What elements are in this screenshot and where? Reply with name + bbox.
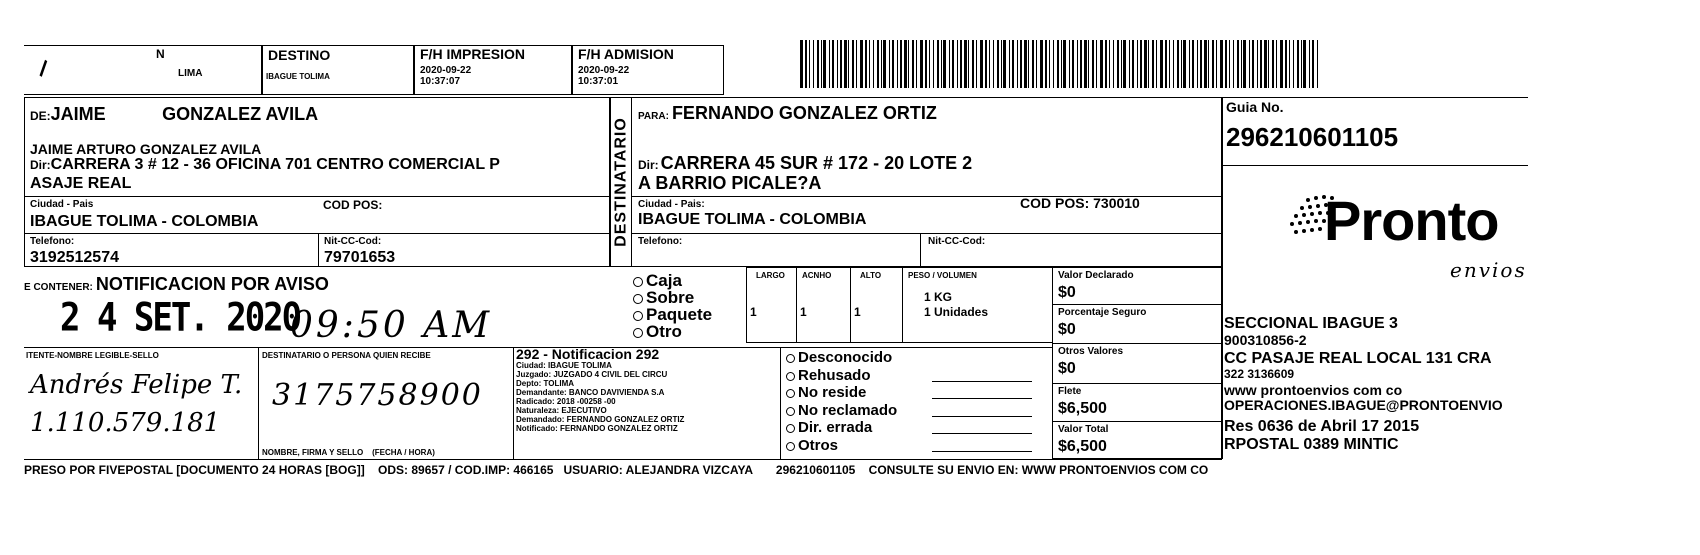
radio-icon[interactable] [633, 277, 643, 287]
barcode-bar [1177, 40, 1179, 88]
barcode-bar [1053, 40, 1054, 88]
barcode-bar [1132, 40, 1134, 88]
return-reason-blank [932, 381, 1032, 382]
total-value: $6,500 [1058, 438, 1107, 455]
barcode-bar [1113, 40, 1114, 88]
barcode-bar [1181, 40, 1182, 88]
destinatario-sign-label: DESTINATARIO O PERSONA QUIEN RECIBE [262, 351, 431, 360]
barcode-bar [844, 40, 847, 88]
de-name-b: GONZALEZ AVILA [162, 104, 319, 124]
barcode-bar [1129, 40, 1130, 88]
barcode-bar [1280, 40, 1283, 88]
barcode-bar [892, 40, 894, 88]
barcode-bar [1200, 40, 1202, 88]
barcode-bar [1192, 40, 1194, 88]
barcode-bar [943, 40, 946, 88]
barcode-bar [1272, 40, 1274, 88]
barcode-bar [1080, 40, 1082, 88]
barcode-bar [873, 40, 874, 88]
barcode-bar [1252, 40, 1254, 88]
barcode-bar [1061, 40, 1062, 88]
barcode-bar [1212, 40, 1214, 88]
barcode-bar [852, 40, 854, 88]
barcode-bar [856, 40, 857, 88]
barcode-bar [1197, 40, 1198, 88]
barcode-bar [1121, 40, 1122, 88]
brand-name [1324, 188, 1498, 253]
radio-icon[interactable] [633, 328, 643, 338]
radio-icon[interactable] [786, 407, 795, 416]
largo-value: 1 [750, 305, 757, 319]
package-type-label: Caja [646, 271, 682, 290]
sender-ciudad-value: IBAGUE TOLIMA - COLOMBIA [30, 213, 259, 230]
contents-value: NOTIFICACION POR AVISO [95, 274, 329, 294]
sender-address-1: CARRERA 3 # 12 - 36 OFICINA 701 CENTRO COMERCIAL P [50, 156, 500, 173]
office-line5: www prontoenvios com co [1224, 382, 1403, 398]
recipient-side-label: DESTINATARIO [612, 117, 630, 247]
barcode-bar [980, 40, 983, 88]
barcode-bar [1003, 40, 1006, 88]
barcode-bar [1024, 40, 1027, 88]
sender-divider-2 [24, 233, 610, 234]
return-reason-label: Desconocido [798, 349, 893, 366]
barcode-bar [949, 40, 950, 88]
barcode-bar [920, 40, 923, 88]
origin-cell [24, 45, 262, 95]
brand-logo [1280, 188, 1530, 288]
barcode-bar [1077, 40, 1078, 88]
destinatario-hand: 3175758900 [272, 378, 483, 413]
origin-mark: \ [34, 56, 53, 81]
barcode-bar [869, 40, 870, 88]
barcode-bar [1241, 40, 1242, 88]
notification-demandante: Demandante: BANCO DAVIVIENDA S.A [516, 388, 665, 397]
barcode-bar [809, 40, 810, 88]
return-reason-option[interactable] [786, 367, 871, 384]
barcode-bar [908, 40, 909, 88]
barcode-bar [865, 40, 867, 88]
barcode-bar [1137, 40, 1138, 88]
seguro-label: Porcentaje Seguro [1058, 307, 1147, 318]
barcode-bar [960, 40, 962, 88]
barcode-bar [1084, 40, 1087, 88]
barcode-bar [1257, 40, 1258, 88]
alto-value: 1 [854, 305, 861, 319]
notification-juzgado: Juzgado: JUZGADO 4 CIVIL DEL CIRCU [516, 370, 668, 379]
guia-number: 296210601105 [1226, 122, 1399, 152]
office-line2: 900310856-2 [1224, 332, 1307, 348]
barcode-bar [1072, 40, 1074, 88]
radio-icon[interactable] [786, 442, 795, 451]
otros-value: $0 [1058, 360, 1076, 377]
office-line7: Res 0636 de Abril 17 2015 [1224, 418, 1420, 435]
hand-time: 09:50 AM [290, 305, 493, 346]
recipient-address-1: CARRERA 45 SUR # 172 - 20 LOTE 2 [660, 153, 973, 173]
barcode-bar [832, 40, 834, 88]
barcode-bar [968, 40, 969, 88]
origin-value: LIMA [178, 68, 203, 79]
recipient-ciudad-value: IBAGUE TOLIMA - COLOMBIA [638, 211, 867, 228]
impresion-date: 2020-09-22 [420, 65, 472, 76]
brand-main: ronto [1360, 189, 1499, 252]
package-type-label: Paquete [646, 305, 713, 324]
return-reason-blank [932, 451, 1032, 452]
barcode-bar [957, 40, 958, 88]
barcode-bar [972, 40, 974, 88]
radio-icon[interactable] [633, 311, 643, 321]
barcode-bar [883, 40, 886, 88]
return-reason-option[interactable] [786, 437, 838, 454]
declarado-label: Valor Declarado [1058, 270, 1134, 281]
barcode-bar [937, 40, 939, 88]
admision-date: 2020-09-22 [578, 65, 630, 76]
remitente-label: ITENTE-NOMBRE LEGIBLE-SELLO [26, 351, 159, 360]
barcode-bar [1140, 40, 1142, 88]
barcode-bar [805, 40, 807, 88]
package-type-option[interactable] [633, 323, 682, 340]
barcode-bar [1268, 40, 1269, 88]
sender-de-line [30, 105, 318, 125]
barcode-bar [1285, 40, 1287, 88]
barcode [800, 40, 1320, 88]
barcode-bar [1249, 40, 1250, 88]
barcode-bar [1169, 40, 1170, 88]
barcode-bar [1012, 40, 1014, 88]
barcode-bar [1293, 40, 1294, 88]
sender-codpos-label: COD POS: [323, 198, 383, 212]
barcode-bar [1144, 40, 1147, 88]
total-label: Valor Total [1058, 424, 1109, 435]
sender-divider-v [318, 233, 319, 267]
flete-label: Flete [1058, 386, 1082, 397]
barcode-bar [1301, 40, 1302, 88]
peso-kg: 1 KG [924, 290, 953, 304]
package-type-option[interactable] [633, 289, 694, 306]
notification-demandado: Demandado: FERNANDO GONZALEZ ORTIZ [516, 415, 685, 424]
barcode-bar [1243, 40, 1246, 88]
barcode-bar [1189, 40, 1190, 88]
barcode-bar [1317, 40, 1318, 88]
dims-v2 [850, 267, 851, 343]
barcode-bar [889, 40, 890, 88]
seguro-value: $0 [1058, 321, 1076, 338]
barcode-bar [952, 40, 954, 88]
barcode-bar [877, 40, 879, 88]
recipient-telefono-label: Telefono: [638, 236, 683, 247]
return-reason-option[interactable] [786, 349, 892, 366]
de-name-a: JAIME [50, 104, 106, 124]
barcode-bar [1049, 40, 1050, 88]
barcode-bar [1303, 40, 1306, 88]
barcode-bar [1237, 40, 1239, 88]
radio-icon[interactable] [786, 424, 795, 433]
barcode-bar [1096, 40, 1097, 88]
barcode-bar [1233, 40, 1234, 88]
barcode-bar [829, 40, 830, 88]
dims-table [746, 267, 1052, 343]
return-reason-label: No reclamado [798, 401, 898, 419]
sender-divider-1 [24, 196, 610, 197]
barcode-bar [821, 40, 822, 88]
barcode-bar [912, 40, 914, 88]
barcode-bar [837, 40, 838, 88]
barcode-bar [1036, 40, 1037, 88]
barcode-bar [800, 40, 803, 88]
right-column-border [1222, 166, 1223, 459]
admision-time: 10:37:01 [578, 76, 619, 87]
de-label: DE: [30, 109, 51, 123]
para-label: PARA: [638, 111, 669, 122]
barcode-bar [1057, 40, 1059, 88]
barcode-bar [840, 40, 842, 88]
barcode-bar [1032, 40, 1034, 88]
package-type-label: Sobre [646, 288, 695, 307]
barcode-bar [964, 40, 967, 88]
barcode-bar [1309, 40, 1310, 88]
destino-label: DESTINO [268, 47, 331, 63]
barcode-bar [1220, 40, 1223, 88]
barcode-bar [1173, 40, 1174, 88]
radio-icon[interactable] [786, 389, 795, 398]
barcode-bar [1276, 40, 1277, 88]
return-reason-blank [932, 433, 1032, 434]
recipient-codpos: COD POS: 730010 [1020, 195, 1140, 211]
barcode-bar [1069, 40, 1070, 88]
barcode-bar [1312, 40, 1314, 88]
barcode-bar [989, 40, 990, 88]
barcode-bar [1020, 40, 1022, 88]
sender-nit-label: Nit-CC-Cod: [324, 236, 382, 247]
office-line4: 322 3136609 [1224, 367, 1295, 381]
return-reason-label: Otros [798, 436, 839, 454]
recipient-dir-label: Dir: [638, 158, 659, 172]
sig-v1 [258, 347, 259, 459]
brand-initial: P [1324, 189, 1361, 252]
return-reason-label: Rehusado [798, 366, 871, 384]
return-reason-blank [932, 416, 1032, 417]
sig-v3 [780, 347, 781, 459]
recipient-divider-v [920, 233, 921, 267]
barcode-bar [817, 40, 819, 88]
stamp-date: 2 4 SET. 2020 [60, 295, 301, 341]
barcode-bar [881, 40, 882, 88]
return-reason-option[interactable] [786, 384, 866, 401]
barcode-bar [1160, 40, 1163, 88]
barcode-bar [1109, 40, 1110, 88]
barcode-bar [1289, 40, 1290, 88]
barcode-bar [860, 40, 863, 88]
notification-block [516, 348, 684, 433]
values-d2 [1052, 343, 1222, 344]
contents-label: E CONTENER: [24, 282, 93, 293]
barcode-bar [1183, 40, 1186, 88]
barcode-bar [897, 40, 898, 88]
barcode-bar [1204, 40, 1207, 88]
barcode-bar [1017, 40, 1018, 88]
admision-label: F/H ADMISION [578, 46, 674, 62]
declarado-value: $0 [1058, 284, 1076, 301]
barcode-bar [933, 40, 934, 88]
barcode-bar [1208, 40, 1209, 88]
notification-depto: Depto: TOLIMA [516, 379, 575, 388]
package-type-label: Otro [646, 322, 682, 341]
signature-bottom [24, 459, 1222, 460]
values-d4 [1052, 421, 1222, 422]
barcode-bar [1123, 40, 1126, 88]
return-reason-label: No reside [798, 384, 867, 401]
flete-value: $6,500 [1058, 400, 1107, 417]
sender-address-2: ASAJE REAL [30, 175, 132, 192]
recipient-side-divider [631, 97, 632, 267]
barcode-bar [1028, 40, 1029, 88]
peso-label: PESO / VOLUMEN [908, 271, 977, 280]
office-line1: SECCIONAL IBAGUE 3 [1224, 315, 1398, 332]
ancho-label: ACNHO [802, 271, 832, 280]
guia-label: Guia No. [1226, 99, 1284, 115]
barcode-bar [916, 40, 917, 88]
barcode-bar [1216, 40, 1217, 88]
return-reason-blank [932, 398, 1032, 399]
peso-unidades: 1 Unidades [924, 305, 989, 319]
recipient-address [638, 154, 972, 174]
notification-notificado: Notificado: FERNANDO GONZALEZ ORTIZ [516, 424, 678, 433]
values-d3 [1052, 383, 1222, 384]
contents-line [24, 275, 329, 295]
barcode-bar [997, 40, 999, 88]
barcode-bar [1088, 40, 1089, 88]
barcode-bar [976, 40, 977, 88]
barcode-bar [1225, 40, 1227, 88]
barcode-bar [904, 40, 907, 88]
barcode-bar [985, 40, 987, 88]
dims-v3 [902, 267, 903, 343]
radio-icon[interactable] [786, 372, 795, 381]
sender-telefono-label: Telefono: [30, 236, 75, 247]
package-type-option[interactable] [633, 272, 682, 289]
sender-ciudad-label: Ciudad - Pais [30, 199, 94, 210]
notification-ciudad: Ciudad: IBAGUE TOLIMA [516, 361, 612, 370]
package-type-option[interactable] [633, 306, 712, 323]
barcode-bar [925, 40, 927, 88]
barcode-bar [1092, 40, 1094, 88]
barcode-bar [1229, 40, 1230, 88]
return-reason-option[interactable] [786, 419, 872, 436]
para-name: FERNANDO GONZALEZ ORTIZ [671, 103, 937, 123]
footer-text: PRESO POR FIVEPOSTAL [DOCUMENTO 24 HORAS [BOG]] ODS: 89657 / COD.IMP: 466165 USUARIO: ALEJANDRA VIZCAYA 296210601105 CONSULTE SU ENVIO EN: WWW PRONTOENVIOS COM CO [24, 463, 1209, 477]
barcode-bar [1100, 40, 1103, 88]
dims-v1 [796, 267, 797, 343]
return-reason-label: Dir. errada [798, 419, 873, 436]
barcode-bar [1105, 40, 1107, 88]
ancho-value: 1 [800, 305, 807, 319]
barcode-bar [1156, 40, 1157, 88]
barcode-bar [848, 40, 849, 88]
otros-label: Otros Valores [1058, 346, 1124, 357]
return-reason-option[interactable] [786, 402, 897, 419]
notification-title: 292 - Notificacion 292 [516, 346, 660, 362]
barcode-bar [1148, 40, 1149, 88]
sender-full-name: JAIME ARTURO GONZALEZ AVILA [30, 141, 262, 157]
remitente-hand-2: 1.110.579.181 [30, 408, 221, 438]
recipient-ciudad-label: Ciudad - Pais: [638, 199, 705, 210]
origin-label: N [156, 47, 165, 61]
barcode-bar [929, 40, 930, 88]
values-d1 [1052, 304, 1222, 305]
sender-telefono-value: 3192512574 [30, 249, 119, 266]
destino-value: IBAGUE TOLIMA [266, 72, 330, 81]
notification-radicado: Radicado: 2018 -00258 -00 [516, 397, 616, 406]
barcode-bar [1264, 40, 1267, 88]
barcode-bar [1117, 40, 1119, 88]
destinatario-footer-label: NOMBRE, FIRMA Y SELLO (FECHA / HORA) [262, 448, 435, 457]
remitente-hand-1: Andrés Felipe T. [30, 370, 243, 400]
recipient-divider-2 [631, 233, 1222, 234]
recipient-nit-label: Nit-CC-Cod: [928, 236, 986, 247]
barcode-bar [900, 40, 902, 88]
office-line8: RPOSTAL 0389 MINTIC [1224, 436, 1399, 453]
barcode-bar [813, 40, 814, 88]
barcode-bar [1063, 40, 1066, 88]
barcode-bar [1152, 40, 1154, 88]
radio-icon[interactable] [633, 294, 643, 304]
largo-label: LARGO [756, 271, 785, 280]
barcode-bar [941, 40, 942, 88]
recipient-para-line [638, 104, 937, 124]
recipient-address-2: A BARRIO PICALE?A [638, 173, 822, 193]
barcode-bar [1297, 40, 1299, 88]
office-line6: OPERACIONES.IBAGUE@PRONTOENVIO [1224, 397, 1503, 413]
brand-sub: envios [1450, 258, 1527, 282]
barcode-bar [1001, 40, 1002, 88]
office-line3: CC PASAJE REAL LOCAL 131 CRA [1224, 350, 1492, 367]
barcode-bar [1165, 40, 1167, 88]
barcode-bar [823, 40, 826, 88]
barcode-bar [1040, 40, 1043, 88]
barcode-bar [1045, 40, 1047, 88]
barcode-bar [993, 40, 994, 88]
alto-label: ALTO [860, 271, 882, 280]
sender-nit-value: 79701653 [324, 249, 396, 266]
barcode-bar [1009, 40, 1010, 88]
sig-v2 [513, 347, 514, 459]
sender-dir-label: Dir: [30, 158, 51, 172]
sender-address [30, 156, 500, 174]
radio-icon[interactable] [786, 354, 795, 363]
barcode-bar [1260, 40, 1262, 88]
impresion-label: F/H IMPRESION [420, 46, 526, 62]
notification-naturaleza: Naturaleza: EJECUTIVO [516, 406, 607, 415]
impresion-time: 10:37:07 [420, 76, 461, 87]
